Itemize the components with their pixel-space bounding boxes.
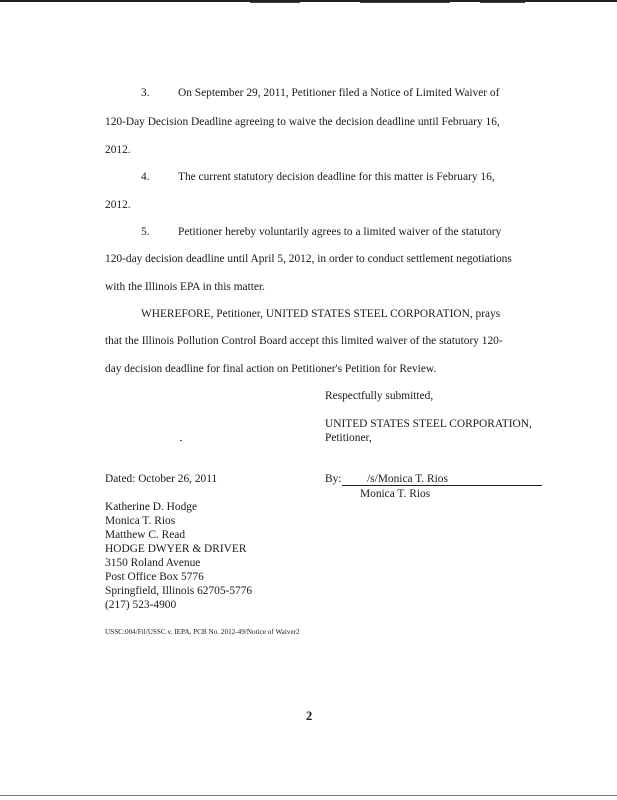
respectfully-submitted: Respectfully submitted,	[325, 390, 434, 402]
wherefore-line-1: WHEREFORE, Petitioner, UNITED STATES STEEL CORPORATION, prays	[141, 308, 501, 320]
file-code: USSC:004/Fil/USSC v. IEPA, PCB No. 2012-49/Notice of Waiver2	[105, 628, 300, 636]
paragraph-5-line-2: 120-day decision deadline until April 5, 2012, in order to conduct settlement negotiations	[105, 253, 512, 265]
paragraph-4-number: 4.	[141, 171, 150, 183]
counsel-line-1: Katherine D. Hodge	[105, 501, 198, 513]
paragraph-3-number: 3.	[141, 87, 150, 99]
paragraph-3-line-3: 2012.	[105, 144, 131, 156]
counsel-firm: HODGE DWYER & DRIVER	[105, 543, 247, 555]
by-label: By:	[325, 473, 342, 485]
top-scan-mark	[360, 2, 450, 3]
paragraph-5-line-3: with the Illinois EPA in this matter.	[105, 281, 266, 293]
counsel-phone: (217) 523-4900	[105, 599, 177, 611]
paragraph-3-line-2: 120-Day Decision Deadline agreeing to waive the decision deadline until February 16,	[105, 116, 500, 128]
counsel-address-1: 3150 Roland Avenue	[105, 557, 201, 569]
scan-speck	[180, 440, 182, 441]
party-role: Petitioner,	[325, 432, 372, 444]
counsel-line-3: Matthew C. Read	[105, 529, 186, 541]
bottom-border-line	[0, 795, 617, 796]
paragraph-5-number: 5.	[141, 226, 150, 238]
electronic-signature: /s/Monica T. Rios	[367, 473, 448, 485]
party-name: UNITED STATES STEEL CORPORATION,	[325, 418, 532, 430]
paragraph-4-line-2: 2012.	[105, 199, 131, 211]
counsel-line-2: Monica T. Rios	[105, 515, 176, 527]
top-scan-mark	[250, 2, 300, 3]
wherefore-line-3: day decision deadline for final action on Petitioner's Petition for Review.	[105, 363, 437, 375]
paragraph-3-line-1: On September 29, 2011, Petitioner filed a Notice of Limited Waiver of	[178, 87, 500, 99]
top-scan-mark	[480, 2, 525, 3]
paragraph-5-line-1: Petitioner hereby voluntarily agrees to a limited waiver of the statutory	[178, 226, 502, 238]
wherefore-line-2: that the Illinois Pollution Control Board accept this limited waiver of the statutory 120-	[105, 335, 503, 347]
dated-line: Dated: October 26, 2011	[105, 473, 218, 485]
counsel-address-3: Springfield, Illinois 62705-5776	[105, 585, 253, 597]
page-number: 2	[306, 709, 313, 723]
signature-line	[342, 485, 542, 486]
counsel-address-2: Post Office Box 5776	[105, 571, 204, 583]
paragraph-4-line-1: The current statutory decision deadline for this matter is February 16,	[178, 171, 495, 183]
signer-name: Monica T. Rios	[360, 488, 431, 500]
